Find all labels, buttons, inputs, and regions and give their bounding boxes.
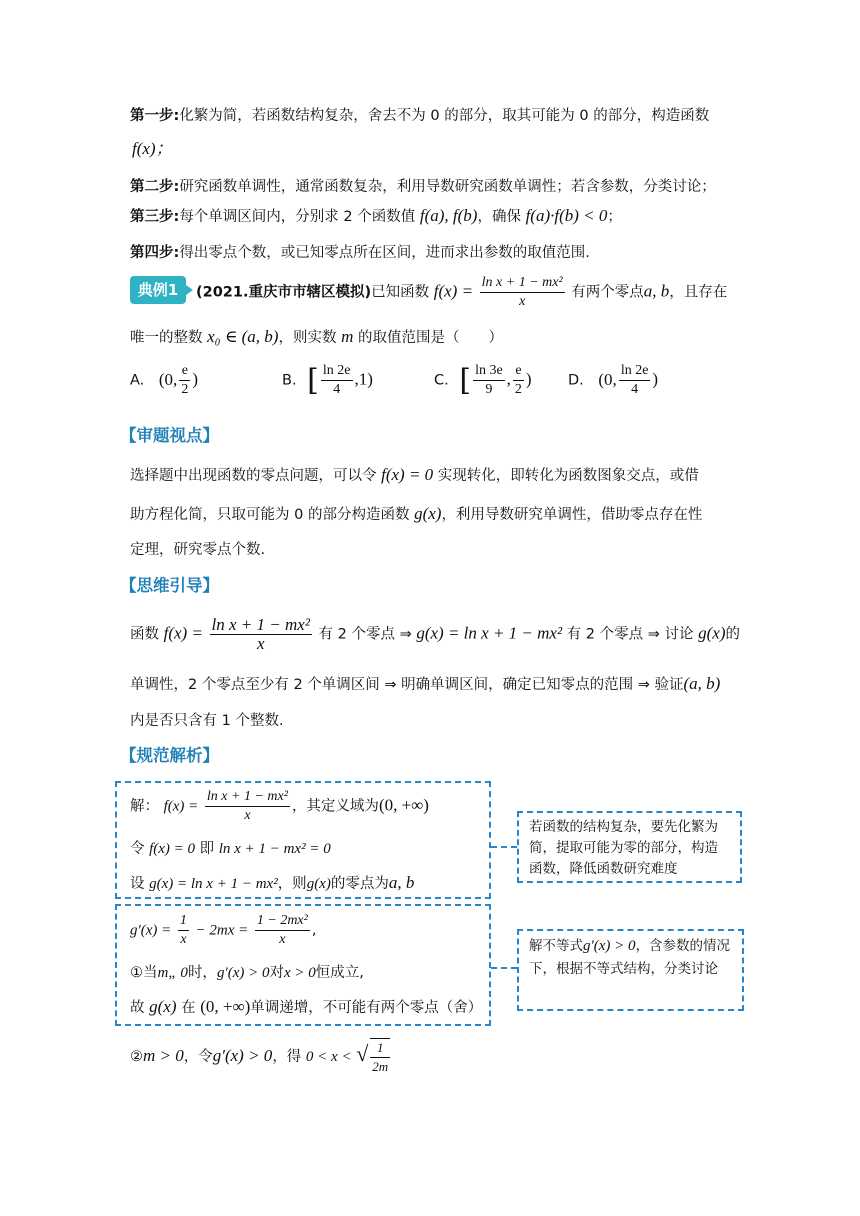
sol-c1-c: 对 bbox=[269, 965, 284, 981]
option-b-den: 4 bbox=[333, 382, 341, 397]
option-c-mid: , bbox=[506, 369, 511, 389]
example-line2-a: 唯一的整数 bbox=[130, 330, 203, 346]
sol-c3-c: ，得 bbox=[272, 1049, 302, 1065]
option-c-frac1 bbox=[473, 362, 505, 399]
sol-1-b: ，其定义域为 bbox=[291, 798, 379, 815]
example-f-lhs: f(x) = bbox=[433, 281, 474, 301]
note-2 bbox=[517, 929, 744, 1011]
step-3 bbox=[130, 205, 622, 226]
sol-c3-m1: m > 0 bbox=[143, 1046, 184, 1065]
sol-c3-m2: g′(x) > 0 bbox=[212, 1046, 273, 1065]
think-gx: g(x) bbox=[698, 623, 726, 643]
sol-3-c: 的零点为 bbox=[330, 876, 389, 892]
sol-c3-a: ② bbox=[130, 1049, 143, 1065]
step-4-label: 第四步: bbox=[130, 245, 180, 261]
option-d-frac bbox=[619, 362, 651, 399]
step-2-text: 研究函数单调性，通常函数复杂，利用导数研究函数单调性；若含参数，分类讨论； bbox=[179, 179, 716, 195]
sol-d1-n1: 1 bbox=[178, 912, 189, 931]
sol-d1-n2: 1 − 2mx² bbox=[255, 912, 310, 931]
option-b-pre: [ bbox=[307, 362, 319, 398]
option-c-num: ln 3e bbox=[473, 362, 505, 381]
think-3: 有 2 个零点 ⇒ 讨论 bbox=[566, 626, 694, 643]
note-2-a: 解不等式 bbox=[529, 938, 583, 954]
option-c[interactable] bbox=[434, 362, 532, 399]
think-line-1 bbox=[130, 616, 740, 653]
sol-c2-a: 故 bbox=[130, 1000, 145, 1016]
step-3-label: 第三步: bbox=[130, 209, 180, 225]
step-2-label: 第二步: bbox=[130, 179, 180, 195]
think-title: 【思维引导】 bbox=[120, 576, 219, 595]
sol-c1-b: 时， bbox=[187, 965, 217, 981]
think-f: f(x) = bbox=[163, 623, 203, 643]
example-lead: 已知函数 bbox=[371, 284, 430, 301]
sol-1-f: f(x) = bbox=[163, 798, 199, 815]
sol-3-m1: g(x) = ln x + 1 − mx² bbox=[149, 876, 278, 892]
review-math-1: f(x) = 0 bbox=[381, 465, 434, 484]
sol-d1-frac1 bbox=[178, 912, 189, 949]
sol-d1-mid: − 2mx = bbox=[195, 922, 249, 939]
sol-c1-m3: x > 0 bbox=[284, 965, 316, 981]
think-4: 的 bbox=[725, 626, 740, 643]
step-1-label: 第一步: bbox=[130, 108, 180, 124]
example-after: 有两个零点 bbox=[571, 284, 644, 301]
sol-line-1 bbox=[130, 788, 429, 825]
sol-2-b: 即 bbox=[199, 841, 215, 857]
step-1-text: 化繁为简，若函数结构复杂，舍去不为 0 的部分，取其可能为 0 的部分，构造函数 bbox=[179, 108, 710, 124]
sol-c3-m3: 0 < x < bbox=[305, 1049, 352, 1065]
option-d-letter: D. bbox=[568, 372, 584, 389]
sol-3-ab: a, b bbox=[388, 873, 415, 892]
review-text-4: ，利用导数研究单调性，借助零点存在性 bbox=[441, 507, 703, 523]
sol-c1-m2: g′(x) > 0 bbox=[216, 965, 270, 981]
step-2 bbox=[130, 175, 716, 196]
review-text-2: 实现转化，即转化为函数图象交点，或借 bbox=[437, 468, 699, 484]
sol-3-m2: g(x) bbox=[306, 876, 331, 892]
think-1: 函数 bbox=[130, 626, 159, 643]
step-1 bbox=[130, 104, 709, 125]
example-source: (2021.重庆市市辖区模拟) bbox=[196, 284, 372, 301]
sol-1-a: 解： bbox=[130, 798, 159, 815]
think-frac bbox=[210, 616, 312, 653]
option-d-post: ) bbox=[652, 369, 659, 389]
option-d[interactable] bbox=[568, 362, 658, 399]
option-c-pre: [ bbox=[459, 362, 472, 398]
review-text-3: 助方程化简，只取可能为 0 的部分构造函数 bbox=[130, 507, 410, 523]
think-num: ln x + 1 − mx² bbox=[211, 615, 310, 634]
example-f-frac bbox=[480, 274, 565, 311]
sol-2-m1: f(x) = 0 bbox=[149, 841, 196, 857]
option-a-num: e bbox=[179, 362, 190, 381]
sol-c2-b: 在 bbox=[181, 1000, 196, 1016]
sol-3-a: 设 bbox=[130, 876, 145, 892]
sol-c3-frac bbox=[370, 1038, 390, 1076]
step-4-text: 得出零点个数，或已知零点所在区间，进而求出参数的取值范围. bbox=[179, 245, 590, 261]
option-a-pre: (0, bbox=[158, 369, 178, 389]
sol-1-dom: (0, +∞) bbox=[378, 795, 429, 815]
note-2-m: g′(x) > 0 bbox=[583, 938, 636, 954]
example-after2: ，且存在 bbox=[669, 284, 728, 301]
option-b-frac bbox=[321, 362, 353, 399]
sol-1-num: ln x + 1 − mx² bbox=[205, 788, 290, 807]
sol-3-b: ，则 bbox=[277, 876, 307, 892]
sol-d1-d1: x bbox=[180, 932, 187, 947]
sol-c1-m: m„ 0 bbox=[157, 965, 188, 981]
review-math-2: g(x) bbox=[414, 504, 442, 523]
review-line-1 bbox=[130, 464, 699, 485]
sol-1-frac bbox=[205, 788, 290, 825]
sol-1-den: x bbox=[244, 808, 251, 823]
sol-case-2 bbox=[130, 1038, 392, 1076]
sol-case-1 bbox=[130, 961, 364, 982]
sol-c3-den: 2m bbox=[372, 1059, 389, 1074]
example-f-num: ln x + 1 − mx² bbox=[480, 274, 565, 293]
step-3-math2: f(a)·f(b) < 0 bbox=[525, 206, 608, 225]
review-title: 【审题视点】 bbox=[120, 426, 219, 445]
sol-2-m2: ln x + 1 − mx² = 0 bbox=[218, 841, 331, 857]
option-a-letter: A. bbox=[130, 372, 145, 389]
step-3-text: 每个单调区间内，分别求 2 个函数值 bbox=[179, 209, 416, 225]
sol-d1-frac2 bbox=[255, 912, 310, 949]
option-b[interactable] bbox=[282, 362, 373, 399]
sol-d1-end: , bbox=[311, 922, 317, 939]
option-b-post: ,1) bbox=[354, 369, 373, 389]
sol-c3-b: ，令 bbox=[183, 1049, 213, 1065]
step-1-cont: f(x)； bbox=[132, 139, 173, 158]
sol-line-3 bbox=[130, 872, 414, 893]
option-d-num: ln 2e bbox=[619, 362, 651, 381]
review-text-5: 定理，研究零点个数. bbox=[130, 542, 266, 558]
step-3-end: ； bbox=[607, 209, 622, 225]
option-a-post: ) bbox=[192, 369, 198, 389]
option-b-num: ln 2e bbox=[321, 362, 353, 381]
example-badge: 典例1 bbox=[130, 276, 186, 304]
example-ab: a, b bbox=[643, 281, 670, 301]
think-g: g(x) = ln x + 1 − mx² bbox=[416, 623, 563, 643]
note-1-connector bbox=[491, 846, 517, 848]
sol-case-1b bbox=[130, 996, 482, 1017]
option-c-post: ) bbox=[525, 369, 532, 389]
sol-c3-num: 1 bbox=[370, 1039, 390, 1058]
option-c-frac2 bbox=[513, 362, 524, 399]
example-x0: x₀ ∈ (a, b) bbox=[207, 327, 279, 346]
step-3-math1: f(a), f(b) bbox=[419, 206, 478, 225]
sqrt-symbol: √ $\frac{1}{2m}$ bbox=[356, 1040, 389, 1074]
think-den: x bbox=[256, 634, 265, 653]
example-line-1 bbox=[196, 274, 727, 311]
sol-2-a: 令 bbox=[130, 841, 145, 857]
note-2-b: ，含参数的情况下，根据不等式结构，分类讨论 bbox=[529, 938, 731, 977]
sol-line-2 bbox=[130, 837, 331, 858]
review-text-1: 选择题中出现函数的零点问题，可以令 bbox=[130, 468, 377, 484]
sol-c2-c: 单调递增，不可能有两个零点（舍） bbox=[250, 1000, 483, 1016]
option-a-den: 2 bbox=[181, 382, 189, 397]
example-line2-c: 的取值范围是（ ） bbox=[357, 330, 503, 346]
sol-d1-d2: x bbox=[279, 932, 286, 947]
sol-c2-m: g(x) bbox=[149, 997, 177, 1016]
option-c-den2: 2 bbox=[514, 382, 522, 397]
think-ab: (a, b) bbox=[683, 674, 721, 693]
example-line2-b: ，则实数 bbox=[278, 330, 337, 346]
option-b-letter: B. bbox=[282, 372, 297, 389]
think-2: 有 2 个零点 ⇒ bbox=[318, 626, 412, 643]
option-d-den: 4 bbox=[631, 382, 639, 397]
option-c-den: 9 bbox=[485, 382, 493, 397]
sol-d1-lhs: g′(x) = bbox=[130, 922, 172, 939]
option-c-letter: C. bbox=[434, 372, 449, 389]
think-line-2 bbox=[130, 673, 720, 694]
example-f-den: x bbox=[519, 294, 526, 309]
option-d-pre: (0, bbox=[598, 369, 617, 389]
option-c-num2: e bbox=[513, 362, 524, 381]
think-line3: 内是否只含有 1 个整数. bbox=[130, 713, 284, 729]
option-a-frac bbox=[179, 362, 190, 399]
option-a[interactable] bbox=[130, 362, 198, 399]
sol-c2-dom: (0, +∞) bbox=[200, 997, 251, 1016]
sol-c1-d: 恒成立, bbox=[315, 965, 364, 981]
sol-c1-a: ①当 bbox=[130, 965, 158, 981]
sol-deriv bbox=[130, 912, 316, 949]
step-3-mid: ，确保 bbox=[477, 209, 521, 225]
step-4 bbox=[130, 241, 590, 262]
review-line-2 bbox=[130, 503, 702, 524]
note-2-connector bbox=[491, 967, 517, 969]
note-1: 若函数的结构复杂，要先化繁为简，提取可能为零的部分，构造函数，降低函数研究难度 bbox=[517, 811, 742, 883]
solution-title: 【规范解析】 bbox=[120, 746, 219, 765]
example-line-2 bbox=[130, 326, 503, 347]
think-line2-text: 单调性，2 个零点至少有 2 个单调区间 ⇒ 明确单调区间，确定已知零点的范围 ⇒ 验证 bbox=[130, 677, 684, 693]
example-m: m bbox=[341, 327, 354, 346]
